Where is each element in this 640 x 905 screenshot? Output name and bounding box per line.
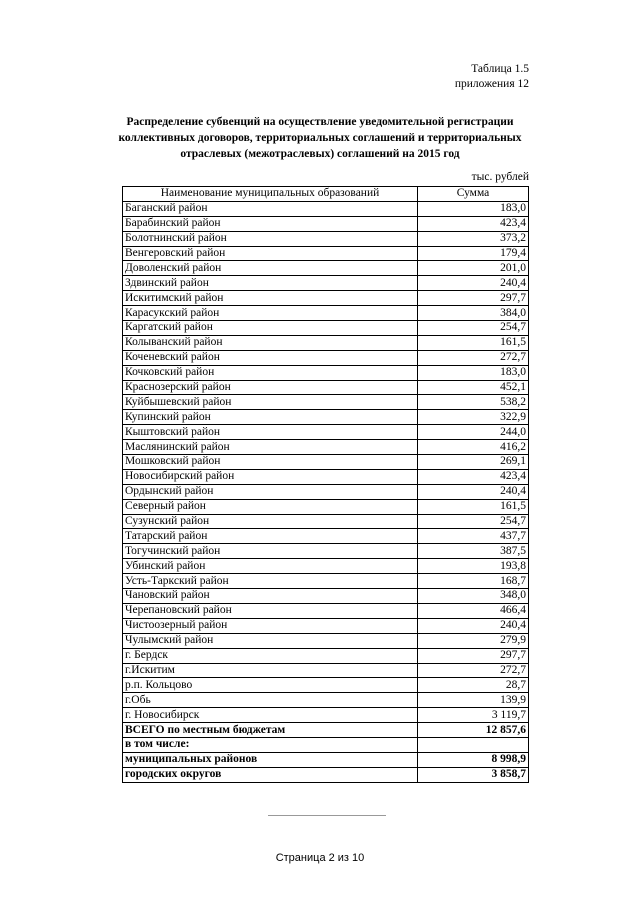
table-row (123, 350, 529, 365)
table-row (123, 276, 529, 291)
municipality-name: Коченевский район (123, 350, 418, 365)
municipality-name: г.Обь (123, 693, 418, 708)
municipality-name: г.Искитим (123, 663, 418, 678)
sum-value: 279,9 (418, 633, 529, 648)
table-row (123, 752, 529, 767)
title-line-2: коллективных договоров, территориальных соглашений и территориальных (118, 132, 522, 144)
sum-value: 183,0 (418, 201, 529, 216)
municipality-name: Татарский район (123, 529, 418, 544)
sum-value: 423,4 (418, 216, 529, 231)
sum-value: 466,4 (418, 603, 529, 618)
table-row (123, 737, 529, 752)
table-row (123, 395, 529, 410)
municipality-name: Черепановский район (123, 603, 418, 618)
table-row (123, 365, 529, 380)
sum-value: 28,7 (418, 678, 529, 693)
sum-value: 12 857,6 (418, 723, 529, 738)
sum-value: 297,7 (418, 648, 529, 663)
municipality-name: Северный район (123, 499, 418, 514)
municipality-name: р.п. Кольцово (123, 678, 418, 693)
table-row (123, 380, 529, 395)
sum-value: 254,7 (418, 321, 529, 336)
table-row (123, 291, 529, 306)
table-header-row (123, 187, 529, 202)
sum-value: 373,2 (418, 231, 529, 246)
table-row (123, 678, 529, 693)
sum-value: 161,5 (418, 335, 529, 350)
sum-value: 240,4 (418, 276, 529, 291)
table-row (123, 589, 529, 604)
table-row (123, 648, 529, 663)
municipality-name: Маслянинский район (123, 440, 418, 455)
sum-value: 322,9 (418, 410, 529, 425)
table-row (123, 514, 529, 529)
table-row (123, 559, 529, 574)
sum-value: 240,4 (418, 618, 529, 633)
table-row (123, 425, 529, 440)
municipality-name: Чулымский район (123, 633, 418, 648)
page-number: Страница 2 из 10 (275, 852, 365, 864)
municipality-name: городских округов (123, 767, 418, 782)
municipality-name: Барабинский район (123, 216, 418, 231)
subventions-table (122, 186, 529, 783)
sum-value: 139,9 (418, 693, 529, 708)
municipality-name: Кыштовский район (123, 425, 418, 440)
title-line-3: отраслевых (межотраслевых) соглашений на 2015 год (180, 148, 460, 160)
table-row (123, 723, 529, 738)
sum-value: 168,7 (418, 574, 529, 589)
table-reference (455, 62, 529, 92)
footer-divider (268, 815, 386, 816)
municipality-name: Доволенский район (123, 261, 418, 276)
table-row (123, 484, 529, 499)
table-row (123, 455, 529, 470)
table-row (123, 246, 529, 261)
sum-value: 161,5 (418, 499, 529, 514)
municipality-name: Усть-Таркский район (123, 574, 418, 589)
municipality-name: Новосибирский район (123, 469, 418, 484)
sum-value: 423,4 (418, 469, 529, 484)
municipality-name: Здвинский район (123, 276, 418, 291)
sum-value: 254,7 (418, 514, 529, 529)
table-row (123, 529, 529, 544)
table-row (123, 603, 529, 618)
sum-value: 416,2 (418, 440, 529, 455)
municipality-name: Мошковский район (123, 455, 418, 470)
municipality-name: Баганский район (123, 201, 418, 216)
table-row (123, 440, 529, 455)
column-header-sum: Сумма (418, 187, 529, 202)
municipality-name: Болотнинский район (123, 231, 418, 246)
sum-value: 269,1 (418, 455, 529, 470)
municipality-name: Кочковский район (123, 365, 418, 380)
sum-value (418, 737, 529, 752)
table-body (123, 201, 529, 782)
sum-value: 297,7 (418, 291, 529, 306)
municipality-name: Колыванский район (123, 335, 418, 350)
sum-value: 201,0 (418, 261, 529, 276)
table-row (123, 216, 529, 231)
sum-value: 193,8 (418, 559, 529, 574)
municipality-name: Чистоозерный район (123, 618, 418, 633)
sum-value: 3 119,7 (418, 708, 529, 723)
municipality-name: г. Новосибирск (123, 708, 418, 723)
units-label: тыс. рублей (471, 171, 529, 183)
table-row (123, 469, 529, 484)
table-row (123, 306, 529, 321)
table-row (123, 544, 529, 559)
municipality-name: Искитимский район (123, 291, 418, 306)
sum-value: 3 858,7 (418, 767, 529, 782)
table-number: Таблица 1.5 (471, 63, 529, 75)
sum-value: 8 998,9 (418, 752, 529, 767)
municipality-name: муниципальных районов (123, 752, 418, 767)
table-row (123, 618, 529, 633)
municipality-name: Куйбышевский район (123, 395, 418, 410)
sum-value: 387,5 (418, 544, 529, 559)
table-row (123, 499, 529, 514)
municipality-name: в том числе: (123, 737, 418, 752)
sum-value: 240,4 (418, 484, 529, 499)
table-row (123, 231, 529, 246)
table-row (123, 767, 529, 782)
table-row (123, 633, 529, 648)
municipality-name: Купинский район (123, 410, 418, 425)
document-title (110, 114, 530, 162)
table-row (123, 321, 529, 336)
table-row (123, 261, 529, 276)
appendix-number: приложения 12 (454, 78, 529, 90)
municipality-name: ВСЕГО по местным бюджетам (123, 723, 418, 738)
sum-value: 244,0 (418, 425, 529, 440)
table-row (123, 708, 529, 723)
sum-value: 183,0 (418, 365, 529, 380)
sum-value: 348,0 (418, 589, 529, 604)
sum-value: 272,7 (418, 663, 529, 678)
municipality-name: Ордынский район (123, 484, 418, 499)
sum-value: 384,0 (418, 306, 529, 321)
municipality-name: Чановский район (123, 589, 418, 604)
sum-value: 437,7 (418, 529, 529, 544)
title-line-1: Распределение субвенций на осуществление уведомительной регистрации (126, 116, 514, 128)
municipality-name: Венгеровский район (123, 246, 418, 261)
table-row (123, 574, 529, 589)
sum-value: 272,7 (418, 350, 529, 365)
municipality-name: Сузунский район (123, 514, 418, 529)
table-row (123, 335, 529, 350)
sum-value: 179,4 (418, 246, 529, 261)
table-row (123, 693, 529, 708)
municipality-name: Тогучинский район (123, 544, 418, 559)
municipality-name: Убинский район (123, 559, 418, 574)
column-header-name: Наименование муниципальных образований (123, 187, 418, 202)
municipality-name: Каргатский район (123, 321, 418, 336)
sum-value: 452,1 (418, 380, 529, 395)
municipality-name: Краснозерский район (123, 380, 418, 395)
sum-value: 538,2 (418, 395, 529, 410)
municipality-name: Карасукский район (123, 306, 418, 321)
municipality-name: г. Бердск (123, 648, 418, 663)
table-row (123, 410, 529, 425)
table-row (123, 201, 529, 216)
table-row (123, 663, 529, 678)
